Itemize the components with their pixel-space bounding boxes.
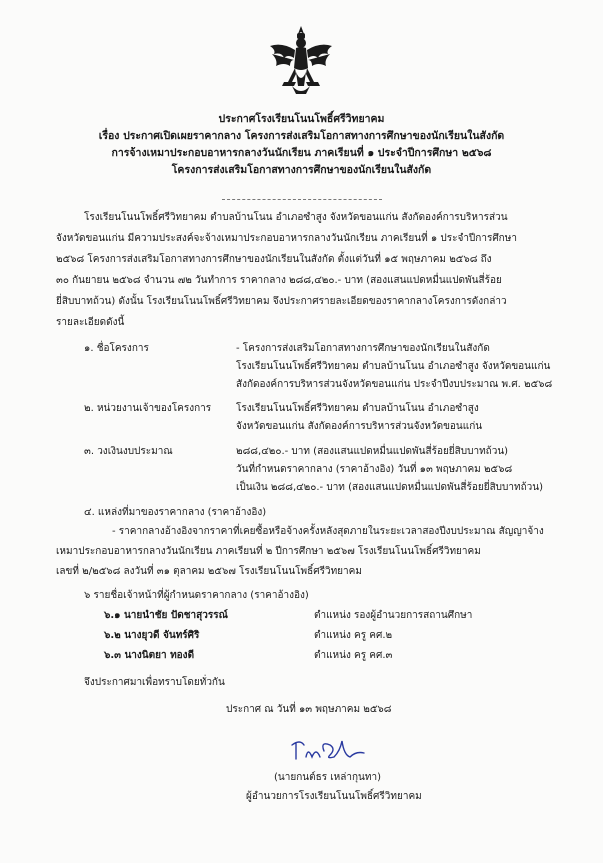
- intro-line: ยี่สิบบาทถ้วน) ดังนั้น โรงเรียนโนนโพธิ์ศรีวิทยาคม จึงประกาศรายละเอียดของราคากลางโครงการดังกล่าว: [56, 296, 507, 307]
- committee-member-position: ตำแหน่ง รองผู้อำนวยการสถานศึกษา: [314, 610, 473, 621]
- project-line: โครงการส่งเสริมโอกาสทางการศึกษาของนักเรียนในสังกัด: [171, 164, 432, 176]
- item-label-owner: ๒. หน่วยงานเจ้าของโครงการ: [84, 403, 212, 414]
- committee-member-position: ตำแหน่ง ครู คศ.๒: [314, 630, 393, 641]
- subject-line: เรื่อง ประกาศเปิดเผยราคากลาง โครงการส่งเสริมโอกาสทางการศึกษาของนักเรียนในสังกัด: [98, 130, 505, 142]
- signer-title: ผู้อำนวยการโรงเรียนโนนโพธิ์ศรีวิทยาคม: [246, 791, 422, 802]
- item-value: สังกัดองค์การบริหารส่วนจังหวัดขอนแก่น ประจำปีงบประมาณ พ.ศ. ๒๕๖๘: [236, 379, 553, 390]
- intro-line: ๓๐ กันยายน ๒๕๖๘ จำนวน ๗๒ วันทำการ ราคากลาง ๒๘๘,๔๒๐.- บาท (สองแสนแปดหมื่นแปดพันสี่ร้อย: [56, 275, 502, 286]
- item-label-committee: ๖ รายชื่อเจ้าหน้าที่ผู้กำหนดราคากลาง (ราคาอ้างอิง): [84, 590, 309, 601]
- subject-line-2: การจ้างเหมาประกอบอาหารกลางวันนักเรียน ภาคเรียนที่ ๑ ประจำปีการศึกษา ๒๕๖๘: [111, 147, 492, 159]
- item-value: จังหวัดขอนแก่น สังกัดองค์การบริหารส่วนจังหวัดขอนแก่น: [236, 421, 483, 432]
- item-label-project-name: ๑. ชื่อโครงการ: [84, 343, 149, 354]
- committee-member-position: ตำแหน่ง ครู คศ.๓: [314, 650, 393, 661]
- item-value: - โครงการส่งเสริมโอกาสทางการศึกษาของนักเรียนในสังกัด: [236, 343, 490, 354]
- signer-name: (นายกนต์ธร เหล่ากุนทา): [274, 772, 382, 783]
- committee-member-name: ๖.๑ นายนำชัย ปัดชาสุวรรณ์: [104, 610, 228, 621]
- item-value: เหมาประกอบอาหารกลางวันนักเรียน ภาคเรียนที่ ๒ ปีการศึกษา ๒๕๖๗ โรงเรียนโนนโพธิ์ศรีวิทยาคม: [56, 546, 481, 557]
- committee-member-name: ๖.๒ นางยุวดี จันทร์ศิริ: [104, 630, 200, 641]
- intro-line: ๒๕๖๘ โครงการส่งเสริมโอกาสทางการศึกษาของนักเรียนในสังกัด ตั้งแต่วันที่ ๑๕ พฤษภาคม ๒๕๖๘ ถึง: [56, 254, 492, 265]
- announcement-date: ประกาศ ณ วันที่ ๑๓ พฤษภาคม ๒๕๖๘: [226, 704, 392, 715]
- item-value: ๒๘๘,๔๒๐.- บาท (สองแสนแปดหมื่นแปดพันสี่ร้อยยี่สิบบาทถ้วน): [236, 446, 509, 457]
- item-value: - ราคากลางอ้างอิงจากราคาที่เคยซื้อหรือจ้างครั้งหลังสุดภายในระยะเวลาสองปีงบประมาณ สัญญาจ้าง: [112, 526, 544, 537]
- divider: [222, 199, 382, 200]
- intro-line: รายละเอียดดังนี้: [56, 317, 125, 328]
- item-value: เป็นเงิน ๒๘๘,๔๒๐.- บาท (สองแสนแปดหมื่นแปดพันสี่ร้อยยี่สิบบาทถ้วน): [236, 482, 543, 493]
- announcement-heading: ประกาศโรงเรียนโนนโพธิ์ศรีวิทยาคม: [218, 113, 385, 125]
- signature-icon: [290, 733, 370, 763]
- intro-line: จังหวัดขอนแก่น มีความประสงค์จะจ้างเหมาประกอบอาหารกลางวันนักเรียน ภาคเรียนที่ ๑ ประจำปีการศึกษา: [56, 233, 517, 244]
- item-value: วันที่กำหนดราคากลาง (ราคาอ้างอิง) วันที่ ๑๓ พฤษภาคม ๒๕๖๘: [236, 464, 513, 475]
- closing-statement: จึงประกาศมาเพื่อทราบโดยทั่วกัน: [84, 677, 225, 688]
- item-label-price-source: ๔. แหล่งที่มาของราคากลาง (ราคาอ้างอิง): [84, 507, 267, 518]
- item-value: โรงเรียนโนนโพธิ์ศรีวิทยาคม ตำบลบ้านโนน อำเภอซำสูง จังหวัดขอนแก่น: [236, 361, 551, 372]
- item-label-budget: ๓. วงเงินงบประมาณ: [84, 446, 173, 457]
- item-value: โรงเรียนโนนโพธิ์ศรีวิทยาคม ตำบลบ้านโนน อำเภอซำสูง: [236, 403, 479, 414]
- garuda-emblem-icon: [266, 24, 336, 98]
- item-value: เลขที่ ๒/๒๕๖๘ ลงวันที่ ๓๑ ตุลาคม ๒๕๖๗ โรงเรียนโนนโพธิ์ศรีวิทยาคม: [56, 566, 362, 577]
- intro-line: โรงเรียนโนนโพธิ์ศรีวิทยาคม ตำบลบ้านโนน อำเภอซำสูง จังหวัดขอนแก่น สังกัดองค์การบริหารส่วน: [84, 212, 508, 223]
- committee-member-name: ๖.๓ นางนิตยา ทองดี: [104, 650, 195, 661]
